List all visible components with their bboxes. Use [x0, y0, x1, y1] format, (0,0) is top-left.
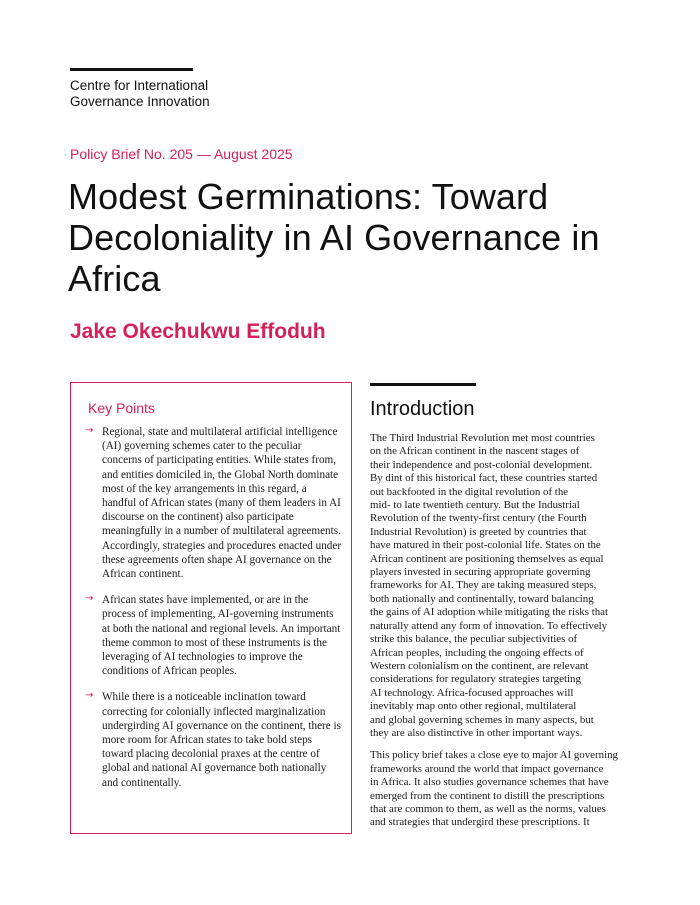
- introduction-body: [370, 432, 632, 839]
- key-point-text: African states have implemented, or are in the process of implementing, AI-governing instruments at both the national and regional levels. An important theme common to most of these instruments is the leveraging of AI technologies to improve the conditions of African peoples.: [102, 594, 341, 678]
- introduction-paragraph: The Third Industrial Revolution met most countries on the African continent in the nascent stages of their independence and post-colonial development. By dint of this historical fact, these countries started out backfooted in the digital revolution of the mid- to late twentieth century. But the Industrial Revolution of the twenty-first century (the Fourth Industrial Revolution) is greeted by countries that have matured in their post-colonial life. States on the African continent are positioning themselves as equal players invested in securing appropriate governing frameworks for AI. They are taking measured steps, both nationally and continentally, toward balancing the gains of AI adoption while mitigating the risks that naturally attend any form of innovation. To effectively strike this balance, the peculiar subjectivities of African peoples, including the ongoing effects of Western colonialism on the continent, are relevant considerations for regulatory strategies targeting AI technology. Africa-focused approaches will inevitably map onto other regional, multilateral and global governing schemes in many aspects, but they are also distinctive in other important ways.: [370, 432, 609, 739]
- introduction-heading: Introduction: [370, 398, 475, 420]
- arrow-right-icon: →: [85, 593, 94, 605]
- key-points-box: [70, 382, 352, 834]
- header-rule: [70, 68, 193, 71]
- author-name: Jake Okechukwu Effoduh: [70, 320, 326, 343]
- key-point-text: Regional, state and multilateral artificial intelligence (AI) governing schemes cater to the peculiar concerns of participating entities. While states from, and entities domiciled in, the Global North dominate most of the key arrangements in this regard, a handful of African states (many of them leaders in AI discourse on the continent) also participate meaningfully in a number of multilateral agreements. Accordingly, strategies and procedures enacted under these agreements often shape AI governance on the African continent.: [102, 426, 342, 581]
- key-point-text: While there is a noticeable inclination toward correcting for colonially inflected marginalization undergirding AI governance on the continent, there is more room for African states to take bold steps toward placing decolonial praxes at the centre of global and national AI governance both nationally and continentally.: [102, 691, 342, 789]
- key-point-item: [85, 425, 343, 581]
- document-title: Modest Germinations: Toward Decoloniality in AI Governance in Africa: [68, 176, 600, 299]
- arrow-right-icon: →: [85, 690, 94, 702]
- key-point-item: [85, 690, 343, 789]
- key-points-heading: Key Points: [88, 400, 155, 416]
- introduction-rule: [370, 383, 476, 386]
- organization-name: Centre for International Governance Innovation: [70, 78, 210, 109]
- introduction-paragraph: This policy brief takes a close eye to major AI governing frameworks around the world that impact governance in Africa. It also studies governance schemes that have emerged from the continent to distill the prescriptions that are common to them, as well as the norms, values and strategies that undergird these prescriptions. It: [370, 749, 618, 829]
- arrow-right-icon: →: [85, 425, 94, 436]
- key-point-item: [85, 593, 343, 678]
- policy-brief-line: Policy Brief No. 205 — August 2025: [70, 146, 293, 162]
- key-points-list: [85, 425, 343, 802]
